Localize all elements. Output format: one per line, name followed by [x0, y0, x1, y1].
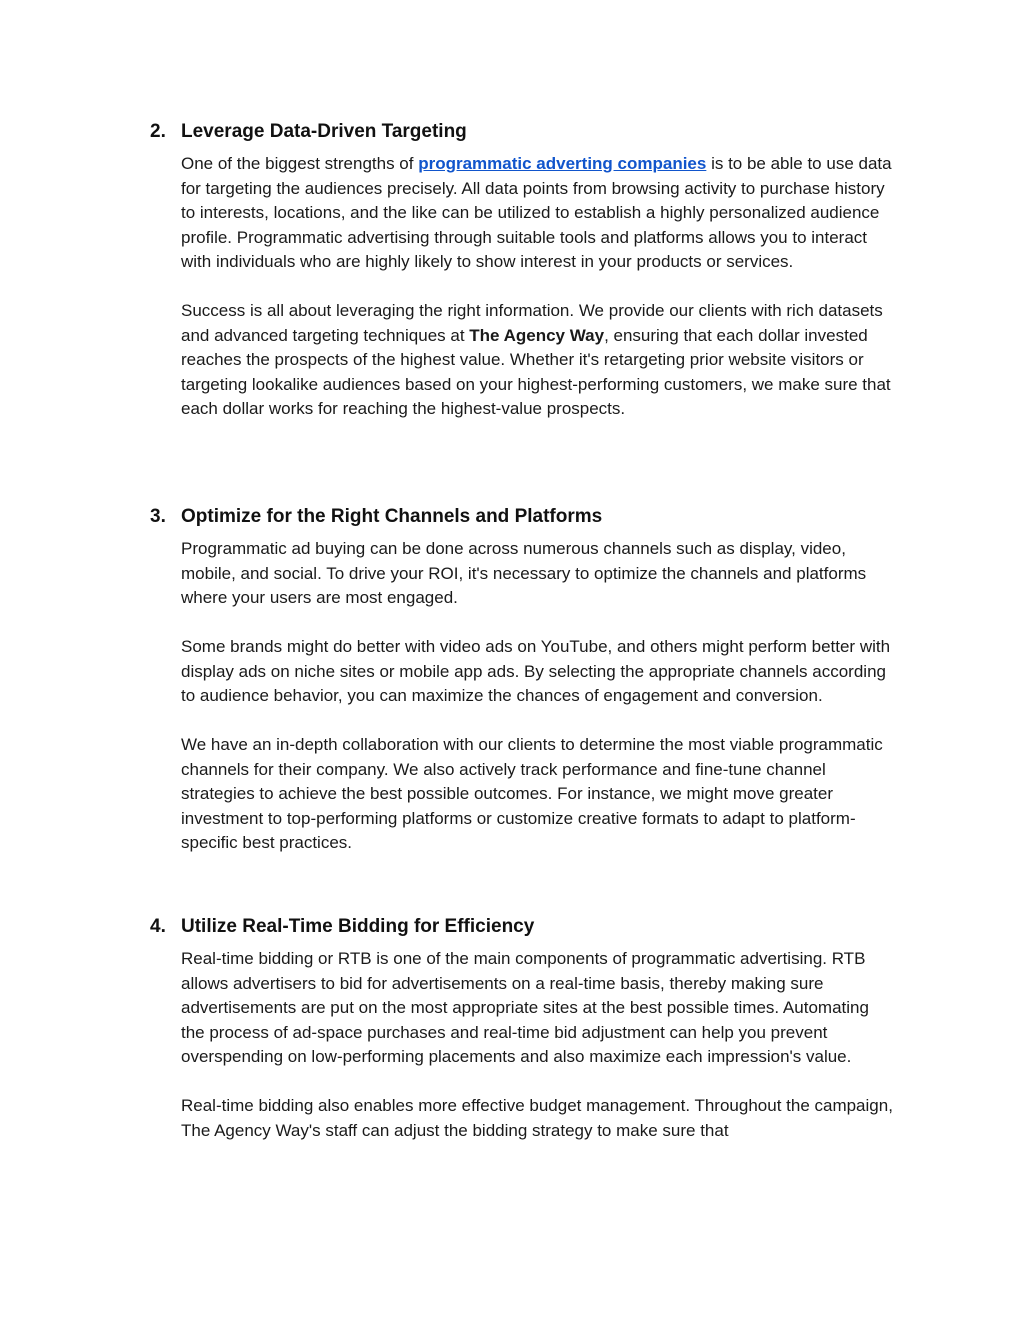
paragraph: We have an in-depth collaboration with our clients to determine the most viable programmatic channels for their company. We also actively track performance and fine-tune channel strategies to achieve the best possible outcomes. For instance, we might move greater investment to top-performing platforms or customize creative formats to adapt to platform-specific best practices.	[181, 735, 883, 852]
paragraph-text: One of the biggest strengths of	[181, 154, 419, 173]
paragraph-text: is to be able to use data for targeting the audiences precisely. All data points from browsing activity to purchase history to interests, locations, and the like can be utilized to establish a highly personalized audience profile. Programmatic advertising through suitable tools and platforms allows you to interact with individuals who are highly likely to show interest in your products or services.	[181, 154, 892, 271]
paragraph: Some brands might do better with video ads on YouTube, and others might perform better with display ads on niche sites or mobile app ads. By selecting the appropriate channels according to audience behavior, you can maximize the chances of engagement and conversion.	[181, 637, 891, 705]
paragraph: Programmatic ad buying can be done across numerous channels such as display, video, mobile, and social. To drive your ROI, it's necessary to optimize the channels and platforms where your users are most engaged.	[181, 539, 867, 607]
section-heading	[150, 915, 910, 939]
paragraph-text: , ensuring that each dollar invested reaches the prospects of the highest value. Whether it's retargeting prior website visitors or targeting lookalike audiences based on your highest-performing customers, we make sure that each dollar works for reaching the highest-value prospects.	[181, 325, 891, 418]
section-number: 2.	[150, 121, 166, 142]
paragraph	[181, 152, 896, 275]
section-real-time-bidding	[150, 915, 910, 1143]
programmatic-companies-link[interactable]: programmatic adverting companies	[418, 154, 707, 173]
section-title: Optimize for the Right Channels and Platforms	[181, 506, 603, 527]
section-title: Utilize Real-Time Bidding for Efficiency	[181, 916, 535, 937]
section-title: Leverage Data-Driven Targeting	[181, 121, 467, 142]
paragraph	[181, 299, 896, 422]
paragraph: Real-time bidding also enables more effective budget management. Throughout the campaign, The Agency Way's staff can adjust the bidding strategy to make sure that	[181, 1096, 893, 1140]
section-leverage-data-driven-targeting	[150, 120, 910, 422]
section-number: 4.	[150, 916, 166, 937]
paragraph: Real-time bidding or RTB is one of the main components of programmatic advertising. RTB allows advertisers to bid for advertisements on a real-time basis, thereby making sure advertisements are put on the most appropriate sites at the best possible times. Automating the process of ad-space purchases and real-time bid adjustment can help you prevent overspending on low-performing placements and also maximize each impression's value.	[181, 949, 869, 1066]
section-heading	[150, 120, 910, 144]
section-optimize-channels	[150, 505, 910, 856]
section-heading	[150, 505, 910, 529]
section-number: 3.	[150, 506, 166, 527]
agency-name-bold: The Agency Way	[469, 325, 605, 345]
paragraph-text: Success is all about leveraging the right information. We provide our clients with rich datasets and advanced targeting techniques at	[181, 301, 883, 345]
